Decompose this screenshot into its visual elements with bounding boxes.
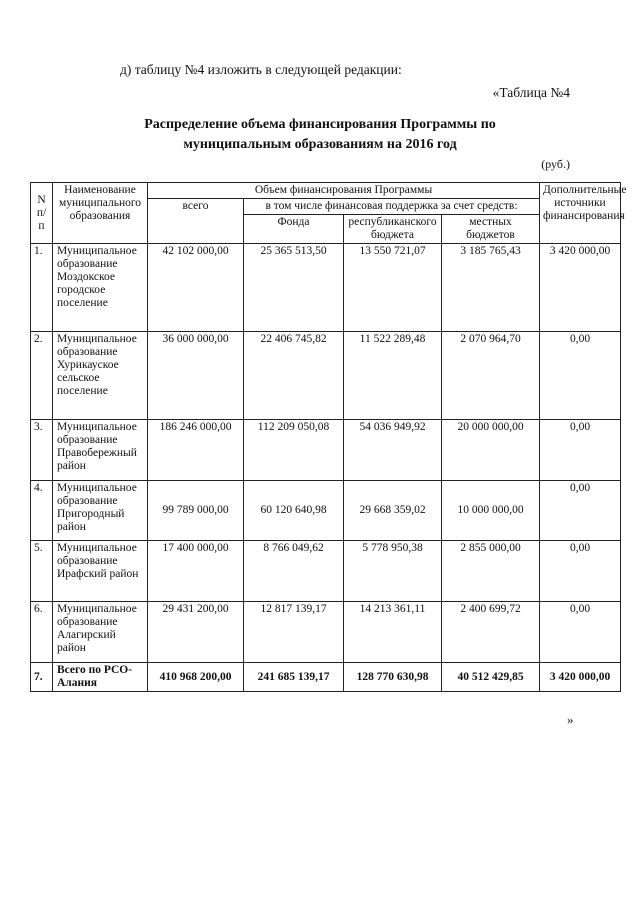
cell-total: 36 000 000,00 [148, 332, 244, 420]
cell-local: 20 000 000,00 [442, 420, 540, 481]
closing-quote: » [567, 712, 574, 727]
cell-additional: 0,00 [540, 481, 621, 541]
cell-fund: 112 209 050,08 [244, 420, 344, 481]
total-cell-total: 410 968 200,00 [148, 663, 244, 692]
cell-total: 99 789 000,00 [148, 481, 244, 541]
total-cell-local: 40 512 429,85 [442, 663, 540, 692]
cell-additional: 3 420 000,00 [540, 244, 621, 332]
cell-name: Муниципальное образование Правобережный район [53, 420, 148, 481]
cell-num: 3. [31, 420, 53, 481]
cell-local: 2 400 699,72 [442, 602, 540, 663]
total-cell-num: 7. [31, 663, 53, 692]
table-row [31, 244, 621, 332]
table-row [31, 602, 621, 663]
cell-name: Муниципальное образование Хурикауское сельское поселение [53, 332, 148, 420]
total-cell-republic: 128 770 630,98 [344, 663, 442, 692]
header-name: Наименование муниципального образования [53, 183, 148, 244]
cell-local: 3 185 765,43 [442, 244, 540, 332]
header-fund: Фонда [244, 215, 344, 244]
header-volume: Объем финансирования Программы [148, 183, 540, 199]
cell-republic: 5 778 950,38 [344, 541, 442, 602]
cell-total: 42 102 000,00 [148, 244, 244, 332]
cell-name: Муниципальное образование Алагирский район [53, 602, 148, 663]
table-row [31, 420, 621, 481]
total-cell-additional: 3 420 000,00 [540, 663, 621, 692]
header-total: всего [148, 199, 244, 244]
total-cell-name: Всего по РСО-Алания [53, 663, 148, 692]
cell-total: 186 246 000,00 [148, 420, 244, 481]
cell-total: 29 431 200,00 [148, 602, 244, 663]
table-label: «Таблица №4 [492, 85, 570, 100]
total-cell-fund: 241 685 139,17 [244, 663, 344, 692]
cell-republic: 13 550 721,07 [344, 244, 442, 332]
title-line-2: муниципальным образованиям на 2016 год [183, 137, 457, 152]
table-row [31, 541, 621, 602]
table-row [31, 481, 621, 541]
cell-fund: 8 766 049,62 [244, 541, 344, 602]
cell-republic: 29 668 359,02 [344, 481, 442, 541]
cell-additional: 0,00 [540, 420, 621, 481]
cell-additional: 0,00 [540, 332, 621, 420]
cell-republic: 11 522 289,48 [344, 332, 442, 420]
cell-fund: 12 817 139,17 [244, 602, 344, 663]
cell-total: 17 400 000,00 [148, 541, 244, 602]
cell-additional: 0,00 [540, 541, 621, 602]
financing-table [30, 182, 627, 692]
cell-local: 2 070 964,70 [442, 332, 540, 420]
cell-name: Муниципальное образование Ирафский район [53, 541, 148, 602]
cell-num: 5. [31, 541, 53, 602]
total-row [31, 663, 621, 692]
document-title [70, 115, 570, 155]
cell-name: Муниципальное образование Моздокское городское поселение [53, 244, 148, 332]
cell-fund: 22 406 745,82 [244, 332, 344, 420]
header-num: N п/ п [31, 183, 53, 244]
title-line-1: Распределение объема финансирования Программы по [144, 117, 496, 132]
cell-num: 6. [31, 602, 53, 663]
cell-additional: 0,00 [540, 602, 621, 663]
table-row [31, 332, 621, 420]
cell-num: 1. [31, 244, 53, 332]
header-including: в том числе финансовая поддержка за счет средств: [244, 199, 540, 215]
header-republic: республиканского бюджета [344, 215, 442, 244]
cell-num: 4. [31, 481, 53, 541]
units-label: (руб.) [541, 157, 570, 171]
cell-num: 2. [31, 332, 53, 420]
cell-republic: 54 036 949,92 [344, 420, 442, 481]
cell-local: 2 855 000,00 [442, 541, 540, 602]
cell-local: 10 000 000,00 [442, 481, 540, 541]
header-additional: Дополнительные источники финансирования [540, 183, 621, 244]
header-local: местных бюджетов [442, 215, 540, 244]
cell-fund: 60 120 640,98 [244, 481, 344, 541]
intro-text: д) таблицу №4 изложить в следующей редакции: [120, 62, 402, 77]
cell-fund: 25 365 513,50 [244, 244, 344, 332]
cell-republic: 14 213 361,11 [344, 602, 442, 663]
cell-name: Муниципальное образование Пригородный район [53, 481, 148, 541]
